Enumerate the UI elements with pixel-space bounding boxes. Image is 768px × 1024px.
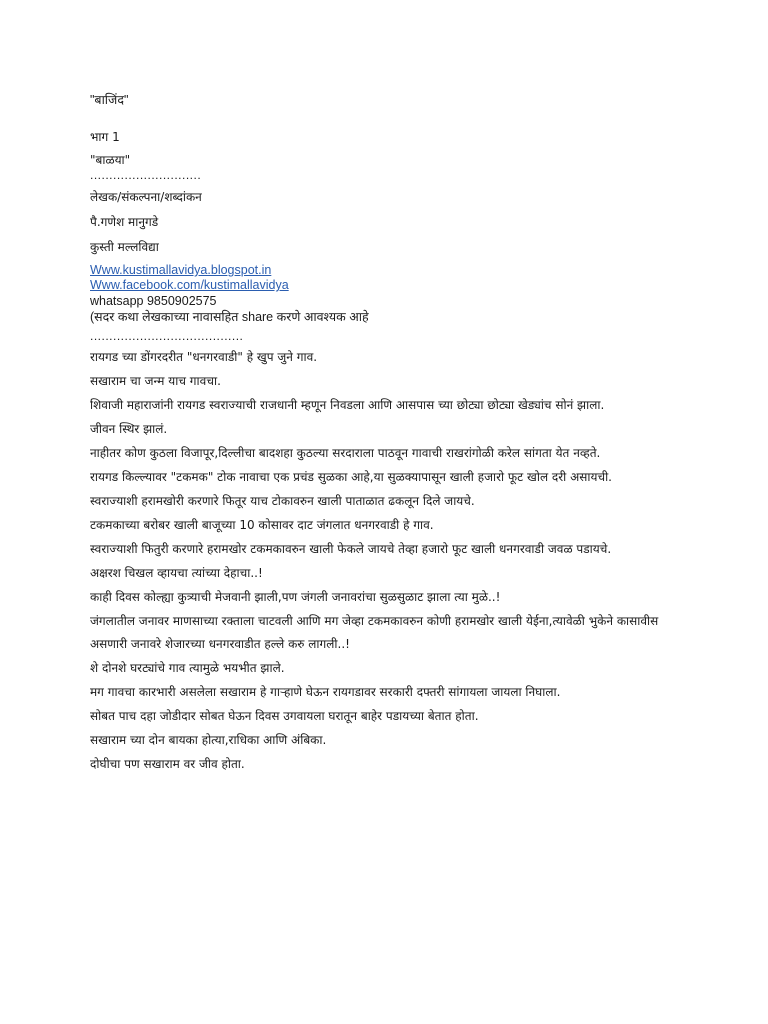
story-paragraph: नाहीतर कोण कुठला विजापूर,दिल्लीचा बादशहा कुठल्या सरदाराला पाठवून गावाची राखरांगोळी करेल सांगता येत नव्हते. xyxy=(90,446,601,460)
document-page xyxy=(90,92,680,776)
story-paragraph: अक्षरश चिखल व्हायचा त्यांच्या देहाचा..! xyxy=(90,566,263,580)
whatsapp-number: whatsapp 9850902575 xyxy=(90,294,217,308)
story-subtitle: "बाळया" xyxy=(90,153,131,167)
part-label: भाग 1 xyxy=(90,130,120,144)
share-note: (सदर कथा लेखकाच्या नावासहित share करणे आवश्यक आहे xyxy=(90,310,369,324)
story-paragraph: मग गावचा कारभारी असलेला सखाराम हे गाऱ्हाणे घेऊन रायगडावर सरकारी दफ्तरी सांगायला जायला निघाला. xyxy=(90,685,561,699)
story-paragraph: सोबत पाच दहा जोडीदार सोबत घेऊन दिवस उगवायला घरातून बाहेर पडायच्या बेतात होता. xyxy=(90,709,479,723)
blog-link[interactable]: Www.kustimallavidya.blogspot.in xyxy=(90,263,272,277)
story-paragraph: शे दोनशे घरट्यांचे गाव त्यामुळे भयभीत झाले. xyxy=(90,661,285,675)
story-paragraph: टकमकाच्या बरोबर खाली बाजूच्या 10 कोसावर दाट जंगलात धनगरवाडी हे गाव. xyxy=(90,518,434,532)
story-paragraph: दोघीचा पण सखाराम वर जीव होता. xyxy=(90,757,245,771)
author-name: पै.गणेश मानुगडे xyxy=(90,215,159,229)
credit-label: लेखक/संकल्पना/शब्दांकन xyxy=(90,190,202,204)
story-body xyxy=(90,346,680,776)
story-paragraph: शिवाजी महाराजांनी रायगड स्वराज्याची राजधानी म्हणून निवडला आणि आसपास च्या छोट्या छोट्या खेड्यांच सोनं झाला. xyxy=(90,398,605,412)
divider-bottom: ........................................ xyxy=(90,329,244,343)
story-paragraph: सखाराम च्या दोन बायका होत्या,राधिका आणि अंबिका. xyxy=(90,733,327,747)
divider-top: ............................. xyxy=(90,168,202,182)
story-title: "बाजिंद" xyxy=(90,93,129,107)
org-name: कुस्ती मल्लविद्या xyxy=(90,240,159,254)
story-paragraph: जीवन स्थिर झालं. xyxy=(90,422,168,436)
story-paragraph: स्वराज्याशी फितुरी करणारे हरामखोर टकमकावरुन खाली फेकले जायचे तेव्हा हजारो फूट खाली धनगरवाडी जवळ पडायचे. xyxy=(90,542,612,556)
facebook-link[interactable]: Www.facebook.com/kustimallavidya xyxy=(90,278,289,292)
story-paragraph: स्वराज्याशी हरामखोरी करणारे फितूर याच टोकावरुन खाली पाताळात ढकलून दिले जायचे. xyxy=(90,494,475,508)
story-paragraph: रायगड किल्ल्यावर "टकमक" टोक नावाचा एक प्रचंड सुळका आहे,या सुळक्यापासून खाली हजारो फूट खोल दरी असायची. xyxy=(90,470,612,484)
story-paragraph: रायगड च्या डोंगरदरीत "धनगरवाडी" हे खुप जुने गाव. xyxy=(90,350,318,364)
story-paragraph: जंगलातील जनावर माणसाच्या रक्ताला चाटवली आणि मग जेव्हा टकमकावरुन कोणी हरामखोर खाली येईना,त्यावेळी भुकेने कासावीस असणारी जनावरे शेजारच्या धनगरवाडीत हल्ले करु लागली..! xyxy=(90,614,659,651)
story-paragraph: काही दिवस कोल्ह्या कुत्र्याची मेजवानी झाली,पण जंगली जनावरांचा सुळसुळाट झाला त्या मुळे..! xyxy=(90,590,501,604)
story-paragraph: सखाराम चा जन्म याच गावचा. xyxy=(90,374,221,388)
